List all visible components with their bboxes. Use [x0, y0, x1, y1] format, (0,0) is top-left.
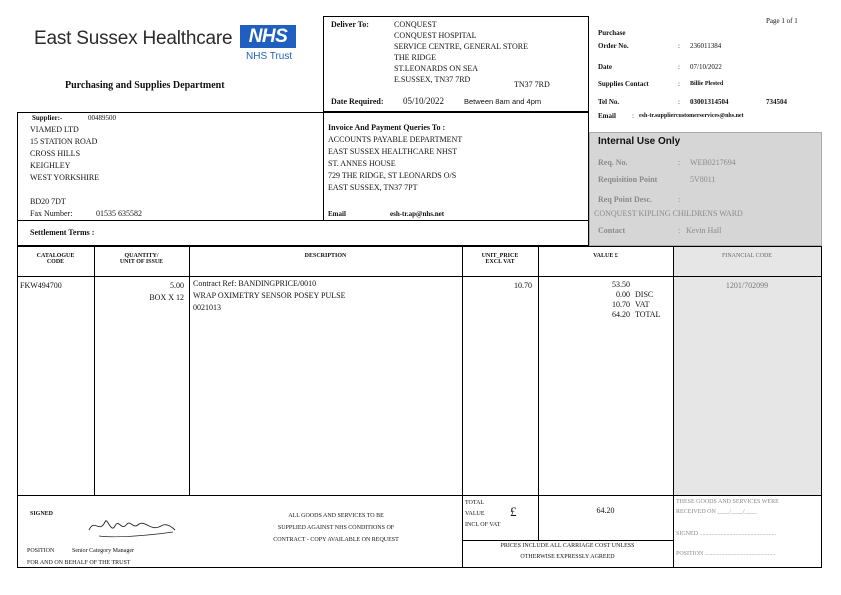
date-label: Date: [598, 63, 612, 71]
col-divider: [538, 246, 539, 495]
total-value: 64.20: [596, 506, 615, 515]
row-value-label: DISC: [635, 290, 654, 299]
invoice-line: ST. ANNES HOUSE: [328, 159, 396, 168]
supplier-label: Supplier:-: [32, 114, 63, 122]
signature: [85, 512, 177, 540]
supplier-address: [30, 124, 99, 184]
row-value-labels: [635, 280, 660, 320]
terms-line: ALL GOODS AND SERVICES TO BE: [288, 513, 384, 519]
settlement-label: Settlement Terms :: [30, 228, 95, 237]
contact-internal-colon: :: [678, 226, 681, 235]
col-header-catalogue: [17, 253, 94, 265]
col-header-value: VALUE £: [593, 253, 618, 259]
supplier-line: WEST YORKSHIRE: [30, 173, 100, 182]
total-label-line: VALUE: [465, 511, 485, 517]
req-desc-value: CONQUEST KIPLING CHILDRENS WARD: [594, 209, 743, 218]
req-point-value: 5V8011: [690, 175, 716, 184]
row-value-amount: 53.50: [612, 280, 630, 289]
row-unit: BOX X 12: [149, 293, 184, 302]
terms-text: [236, 510, 436, 546]
tel-colon: :: [678, 98, 680, 106]
settlement-divider: [17, 220, 589, 221]
col-header-text: CATALOGUE: [36, 253, 75, 259]
carriage-text: [462, 541, 673, 563]
supplier-code: 00489500: [88, 114, 116, 122]
contact-label: Supplies Contact: [598, 80, 649, 88]
email-value: esh-tr.suppliercustomerservices@nhs.net: [639, 113, 744, 119]
col-divider: [462, 246, 463, 568]
total-divider: [538, 495, 539, 540]
req-desc-colon: :: [678, 195, 681, 204]
row-value-label: VAT: [635, 300, 650, 309]
col-header-text: CODE: [46, 259, 65, 265]
invoice-address: [328, 134, 462, 194]
req-no-value: WEB0217694: [690, 158, 736, 167]
deliver-line: CONQUEST HOSPITAL: [394, 31, 477, 40]
row-value-amount: 0.00: [616, 290, 630, 299]
deliver-line: THE RIDGE: [394, 53, 436, 62]
deliver-line: ST.LEONARDS ON SEA: [394, 64, 479, 73]
col-header-text: QUANTITY/: [124, 253, 159, 259]
contact-internal-value: Kevin Hall: [686, 226, 722, 235]
terms-line: SUPPLIED AGAINST NHS CONDITIONS OF: [277, 525, 395, 531]
tel-ext: 734504: [766, 98, 787, 106]
row-desc-line: WRAP OXIMETRY SENSOR POSEY PULSE: [193, 291, 346, 300]
total-label-line: TOTAL: [465, 500, 485, 506]
invoice-line: EAST SUSSEX HEALTHCARE NHST: [328, 147, 458, 156]
pound-sign: £: [510, 504, 517, 519]
col-divider: [673, 246, 674, 568]
tel-label: Tel No.: [598, 98, 620, 106]
supplier-line: VIAMED LTD: [30, 125, 79, 134]
page-number: Page 1 of 1: [766, 17, 798, 25]
deliver-line: CONQUEST: [394, 20, 437, 29]
org-name: East Sussex Healthcare: [34, 28, 233, 49]
col-header-description: DESCRIPTION: [304, 253, 347, 259]
supplier-box: [17, 112, 589, 246]
col-header-text: EXCL VAT: [485, 259, 515, 265]
signed-label: SIGNED: [30, 511, 54, 517]
fax-label: Fax Number:: [30, 209, 73, 218]
deliver-label: Deliver To:: [331, 20, 369, 29]
supplier-divider: [323, 112, 324, 220]
row-desc-line: 0021013: [193, 303, 221, 312]
invoice-line: 729 THE RIDGE, ST LEONARDS O/S: [328, 171, 457, 180]
row-value-label: [635, 280, 660, 290]
deliver-line: E.SUSSEX, TN37 7RD: [394, 75, 471, 84]
order-label: Order No.: [598, 42, 629, 50]
row-description: [193, 278, 345, 314]
position-label: POSITION: [27, 548, 55, 554]
purchase-title: Purchase: [598, 29, 626, 37]
req-no-label: Req. No.: [598, 158, 628, 167]
fax-value: 01535 635582: [96, 209, 142, 218]
req-point-label: Requisition Point: [598, 175, 658, 184]
deliver-line: SERVICE CENTRE, GENERAL STORE: [394, 42, 529, 51]
date-value: 07/10/2022: [690, 63, 722, 71]
col-header-quantity: [94, 253, 189, 265]
row-financial-code: 1201/702099: [725, 281, 769, 290]
nhs-logo: NHS: [240, 25, 296, 48]
row-value-amount: 64.20: [612, 310, 630, 319]
date-colon: :: [678, 63, 680, 71]
date-required-value: 05/10/2022: [403, 96, 445, 106]
invoice-line: ACCOUNTS PAYABLE DEPARTMENT: [328, 135, 463, 144]
contact-value: Billie Plested: [690, 81, 724, 87]
deliver-address: [394, 19, 528, 85]
col-header-unit-price: [462, 253, 538, 265]
table-header-line: [17, 276, 822, 277]
col-header-financial: FINANCIAL CODE: [722, 253, 772, 259]
row-quantity: 5.00: [170, 281, 184, 290]
col-divider: [189, 246, 190, 495]
req-desc-label: Req Point Desc.: [598, 195, 652, 204]
behalf-text: FOR AND ON BEHALF OF THE TRUST: [27, 560, 131, 566]
trust-name: NHS Trust: [246, 51, 293, 62]
supplier-postcode: BD20 7DT: [30, 197, 66, 206]
received-text: [676, 497, 779, 517]
col-header-text: UNIT OF ISSUE: [119, 259, 164, 265]
total-label: [465, 498, 500, 531]
order-value: 236011384: [690, 42, 722, 50]
row-desc-line: Contract Ref: BANDINGPRICE/0010: [193, 279, 317, 288]
position-value: Senior Category Manager: [72, 548, 134, 554]
received-signed: SIGNED ...................................................: [676, 531, 776, 537]
invoice-email-value: esh-tr.ap@nhs.net: [390, 210, 445, 218]
row-value-label: TOTAL: [635, 310, 661, 319]
row-unit-price: 10.70: [514, 281, 532, 290]
contact-internal-label: Contact: [598, 226, 626, 235]
supplier-line: KEIGHLEY: [30, 161, 71, 170]
internal-use-title: Internal Use Only: [598, 136, 681, 147]
email-label: Email: [598, 112, 616, 120]
req-no-colon: :: [678, 158, 681, 167]
invoice-email-label: Email: [328, 210, 346, 218]
received-line: THESE GOODS AND SERVICES WERE: [676, 499, 779, 505]
terms-line: CONTRACT - COPY AVAILABLE ON REQUEST: [273, 537, 399, 543]
received-position: POSITION ...............................................: [676, 551, 776, 557]
row-values: [568, 280, 630, 320]
total-label-line: INCL OF VAT: [465, 522, 501, 528]
col-header-text: UNIT_PRICE: [481, 253, 519, 259]
supplier-line: CROSS HILLS: [30, 149, 81, 158]
date-required-note: Between 8am and 4pm: [464, 97, 542, 106]
email-colon: :: [632, 112, 634, 120]
carriage-line: OTHERWISE EXPRESSLY AGREED: [520, 554, 615, 560]
date-required-label: Date Required:: [331, 97, 384, 106]
deliver-postcode: TN37 7RD: [514, 80, 550, 89]
invoice-title: Invoice And Payment Queries To :: [328, 123, 446, 132]
carriage-line: PRICES INCLUDE ALL CARRIAGE COST UNLESS: [500, 543, 635, 549]
row-value-amount: 10.70: [612, 300, 630, 309]
row-catalogue: FKW494700: [20, 281, 62, 290]
order-colon: :: [678, 42, 680, 50]
received-line: RECEIVED ON ____/____/____: [676, 509, 757, 515]
department-title: Purchasing and Supplies Department: [65, 80, 225, 91]
table-footer-line: [17, 495, 822, 496]
contact-colon: :: [678, 80, 680, 88]
tel-value: 03001314504: [690, 98, 729, 106]
supplier-line: 15 STATION ROAD: [30, 137, 98, 146]
invoice-line: EAST SUSSEX, TN37 7PT: [328, 183, 418, 192]
